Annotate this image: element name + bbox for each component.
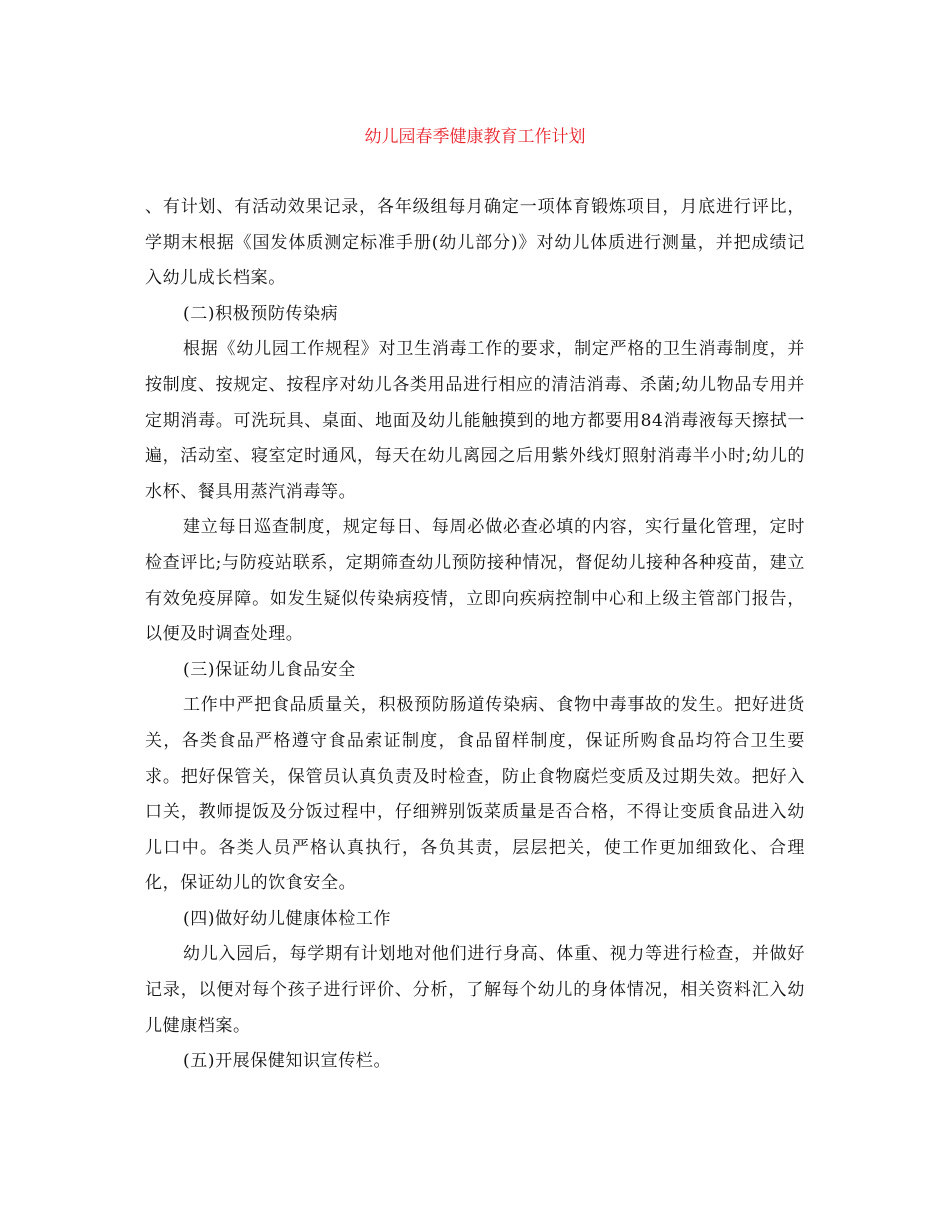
paragraph-health-check: 幼儿入园后，每学期有计划地对他们进行身高、体重、视力等进行检查，并做好记录，以便对每个孩子进行评价、分析，了解每个幼儿的身体情况，相关资料汇入幼儿健康档案。 [145,944,805,1036]
paragraph-continuation: 、有计划、有活动效果记录，各年级组每月确定一项体育锻炼项目，月底进行评比，学期末根据《国发体质测定标准手册(幼儿部分)》对幼儿体质进行测量，并把成绩记入幼儿成长档案。 [145,197,805,289]
paragraph-food-safety: 工作中严把食品质量关，积极预防肠道传染病、食物中毒事故的发生。把好进货关，各类食品严格遵守食品索证制度，食品留样制度，保证所购食品均符合卫生要求。把好保管关，保管员认真负责及时检查，防止食物腐烂变质及过期失效。把好入口关，教师提饭及分饭过程中，仔细辨别饭菜质量是否合格，不得让变质食品进入幼儿口中。各类人员严格认真执行，各负其责，层层把关，使工作更加细致化、合理化，保证幼儿的饮食安全。 [145,695,805,894]
section-heading-5: (五)开展保健知识宣传栏。 [183,1051,392,1072]
document-title: 幼儿园春季健康教育工作计划 [364,127,586,147]
section-heading-4: (四)做好幼儿健康体检工作 [183,908,392,929]
section-heading-3: (三)保证幼儿食品安全 [183,659,356,680]
paragraph-disinfection: 根据《幼儿园工作规程》对卫生消毒工作的要求，制定严格的卫生消毒制度，并按制度、按规定、按程序对幼儿各类用品进行相应的清洁消毒、杀菌;幼儿物品专用并定期消毒。可洗玩具、桌面、地面及幼儿能触摸到的地方都要用84消毒液每天擦拭一遍，活动室、寝室定时通风，每天在幼儿离园之后用紫外线灯照射消毒半小时;幼儿的水杯、餐具用蒸汽消毒等。 [145,339,805,502]
document-body [145,190,805,1080]
section-heading-2: (二)积极预防传染病 [183,303,339,324]
paragraph-inspection: 建立每日巡查制度，规定每日、每周必做必查必填的内容，实行量化管理，定时检查评比;与防疫站联系，定期筛查幼儿预防接种情况，督促幼儿接种各种疫苗，建立有效免疫屏障。如发生疑似传染病疫情，立即向疾病控制中心和上级主管部门报告，以便及时调查处理。 [145,517,805,645]
